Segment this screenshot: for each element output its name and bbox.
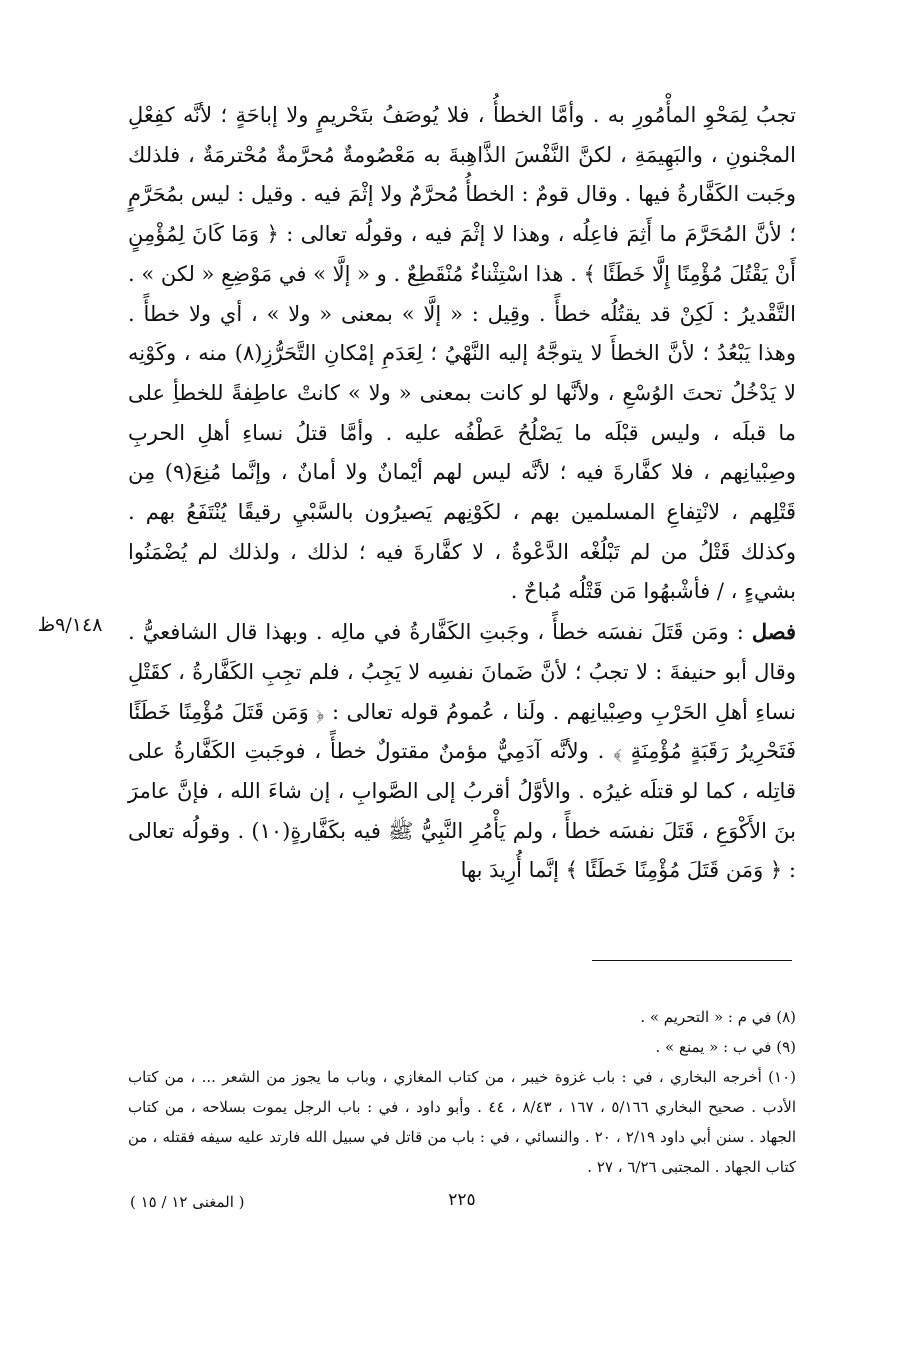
main-text-body — [128, 96, 796, 891]
footnote-divider — [592, 960, 792, 961]
fasl-heading: فصل — [751, 619, 796, 645]
volume-reference: ( المغنى ١٢ / ١٥ ) — [130, 1193, 245, 1211]
footnote-8: (٨) في م : « التحريم » . — [640, 1008, 796, 1026]
main-paragraph-1: تجبُ لِمَحْوِ المأْمُورِ به . وأمَّا الخطأُ ، فلا يُوصَفُ بتَحْريمٍ ولا إباحَةٍ ؛ لأنَّه كفِعْلِ المجْنونِ ، والبَهِيمَةِ ، لكنَّ النَّفْسَ الذَّاهِبةَ به مَعْصُومةٌ مُحرَّمةٌ مُحْترمَةٌ ، فلذلك وجَبت الكَفَّارةُ فيها . وقال قومٌ : الخطأُ مُحرَّمٌ ولا إثْمَ فيه . وقيل : ليس بمُحَرَّمٍ ؛ لأنَّ المُحَرَّمَ ما أَثِمَ فاعِلُه ، وهذا لا إثْمَ فيه ، وقولُه تعالى : ﴿ وَمَا كَانَ لِمُؤْمِنٍ أَنْ يَقْتُلَ مُؤْمِنًا إِلَّا خَطَئًا ﴾ . هذا اسْتِثْناءٌ مُنْقَطِعٌ . و « إلَّا » في مَوْضِعِ « لكن » . التَّقْديرُ : لَكِنْ قد يقتُلُه خطأً . وقِيل : « إلَّا » بمعنى « ولا » ، أي ولا خطأً . وهذا يَبْعُدُ ؛ لأنَّ الخطأَ لا يتوجَّهُ إليه النَّهْيُ ؛ لِعَدَمِ إمْكانِ التَّحَرُّزِ(٨) منه ، وكَوْنِه لا يَدْخُلُ تحتَ الوُسْعِ ، ولأنَّها لو كانت بمعنى « ولا » كانتْ عاطِفةً للخطأِ على ما قبلَه ، وليس قبْلَه ما يَصْلُحُ عَطْفُه عليه . وأمَّا قتلُ نساءِ أهلِ الحربِ وصِبْيانِهم ، فلا كفَّارةَ فيه ؛ لأنَّه ليس لهم أيْمانٌ ولا أمانٌ ، وإنَّما مُنِعَ(٩) مِن قَتْلِهم ، لانْتِفاعِ المسلمين بهم ، لكَوْنِهم يَصيرُون بالسَّبْيِ رقيقًا يُنْتَفَعُ بهم . وكذلك قَتْلُ من لم تَبْلُغْه الدَّعْوةُ ، لا كفَّارةَ فيه ؛ لذلك ، ولذلك لم يُضْمَنُوا بشيءٍ ، / فأشْبهُوا مَن قَتْلُه مُباحٌ . — [128, 103, 796, 604]
page-number: ٢٢٥ — [448, 1190, 476, 1210]
main-paragraph-fasl — [128, 612, 796, 891]
manuscript-folio-note: ٩/١٤٨ظ — [37, 614, 103, 636]
footnote-10: (١٠) أخرجه البخاري ، في : باب غزوة خيبر ، من كتاب المغازي ، وباب ما يجوز من الشعر ... ، من كتاب الأدب . صحيح البخاري ٥/١٦٦ ، ١٦٧ ، ٨/٤٣ ، ٤٤ . وأبو داود ، في : باب الرجل يموت بسلاحه ، من كتاب الجهاد . سنن أبي داود ٢/١٩ ، ٢٠ . والنسائي ، في : باب من قاتل في سبيل الله فارتد عليه سيفه فقتله ، من كتاب الجهاد . المجتبى ٦/٢٦ ، ٢٧ . — [128, 1068, 796, 1176]
footnote-9: (٩) في ب : « يمنع » . — [655, 1038, 796, 1056]
main-paragraph-2: : ومَن قَتَلَ نفسَه خطأً ، وجَبتِ الكَفَّارةُ في مالِه . وبهذا قال الشافعيُّ . وقال أبو حنيفةَ : لا تجبُ ؛ لأنَّ ضَمانَ نفسِه لا يَجِبُ ، فلم تجِبِ الكَفَّارةُ ، كقَتْلِ نساءِ أهلِ الحَرْبِ وصِبْيانِهم . ولَنا ، عُمومُ قوله تعالى : ﴿ وَمَن قَتَلَ مُؤْمِنًا خَطَئًا فَتَحْرِيرُ رَقَبَةٍ مُؤْمِنَةٍ ﴾ . ولأنَّه آدَمِيٌّ مؤمنٌ مقتولٌ خطأً ، فوجَبتِ الكَفَّارةُ على قاتِله ، كما لو قتلَه غيرُه . والأوَّلُ أقربُ إلى الصَّوابِ ، إن شاءَ الله ، فإنَّ عامرَ بنَ الأَكْوَعِ ، قَتَلَ نفسَه خطأً ، ولم يَأْمُرِ النَّبِيُّ ﷺ فيه بكَفَّارةٍ(١٠) . وقولُه تعالى : ﴿ وَمَن قَتَلَ مُؤْمِنًا خَطَئًا ﴾ إنَّما أُرِيدَ بها — [128, 620, 796, 883]
footnotes — [128, 1002, 796, 1182]
